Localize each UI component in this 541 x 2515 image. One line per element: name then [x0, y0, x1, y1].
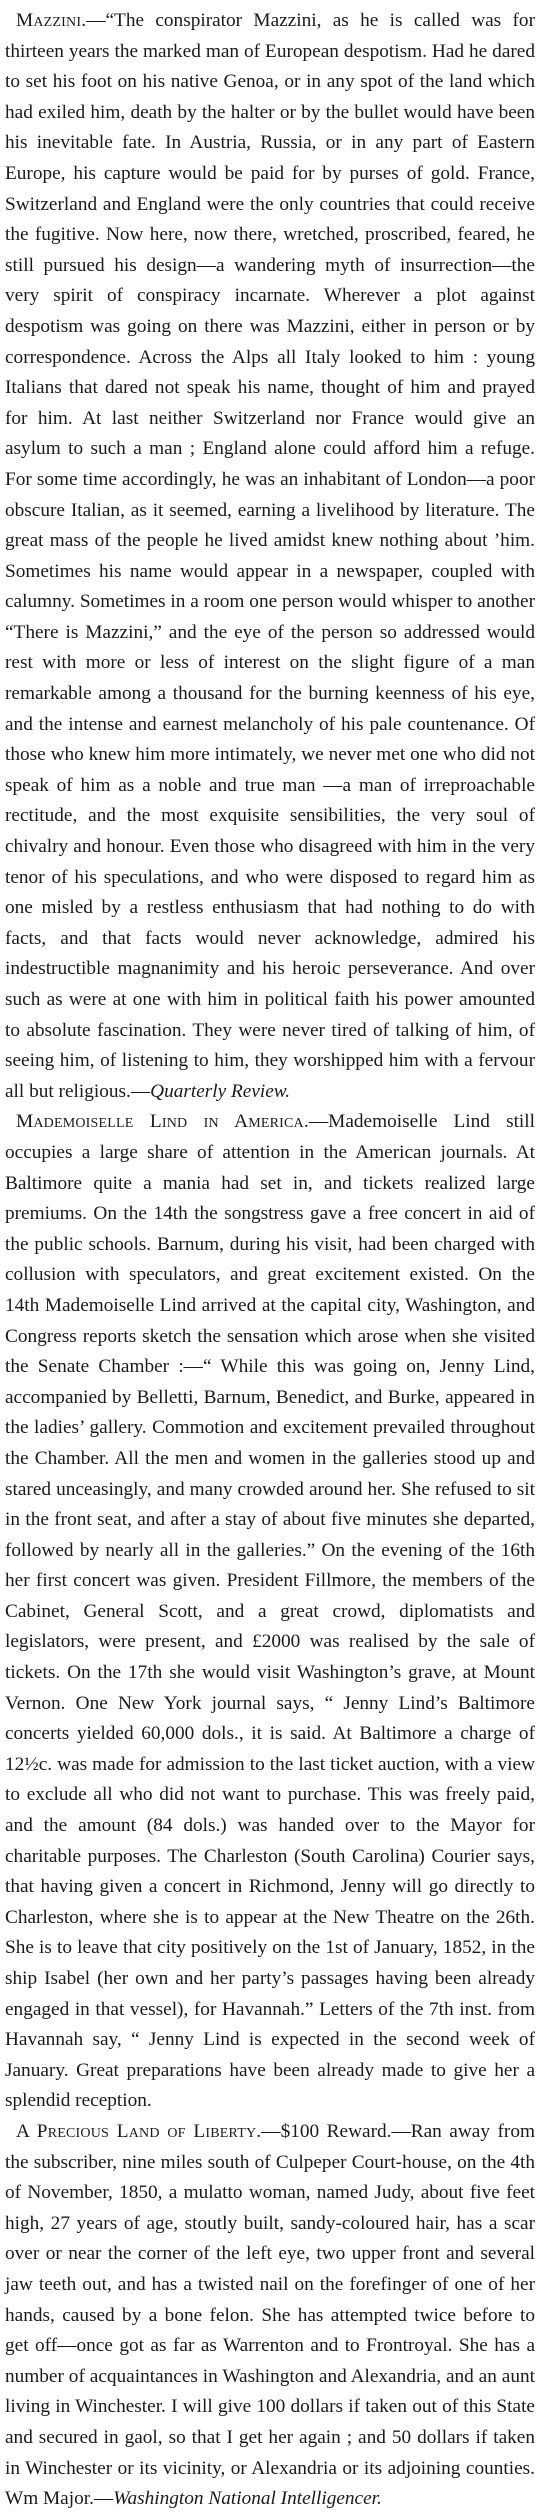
article-mazzini	[5, 6, 535, 1107]
heading-dash: —	[308, 1111, 329, 1133]
article-land-of-liberty	[5, 2117, 535, 2515]
article-heading: A Precious Land of Liberty.	[16, 2120, 262, 2142]
article-body: “The conspirator Mazzini, as he is called was for thirteen years the marked man of European despotism. Had he dared to set his foot on his native Genoa, or in any spot of the land which had exiled him, death by the halter or by the bullet would have been his inevitable fate. In Austria, Russia, or in any part of Eastern Europe, his capture would be paid for by purses of gold. France, Switzerland and England were the only countries that could receive the fugitive. Now here, now there, wretched, proscribed, feared, he still pursued his design—a wandering myth of insurrection—the very spirit of conspiracy incarnate. Wherever a plot against despotism was going on there was Mazzini, either in person or by correspondence. Across the Alps all Italy looked to him : young Italians that dared not speak his name, thought of him and prayed for him. At last neither Switzerland nor France would give an asylum to such a man ; England alone could afford him a refuge. For some time accordingly, he was an inhabitant of London—a poor obscure Italian, as it seemed, earning a livelihood by literature. The great mass of the people he lived amidst knew nothing about ’him. Sometimes his name would appear in a newspaper, coupled with calumny. Sometimes in a room one person would whisper to another “There is Mazzini,” and the eye of the person so addressed would rest with more or less of interest on the slight figure of a man remarkable among a thousand for the burning keenness of his eye, and the intense and earnest melancholy of his pale countenance. Of those who knew him more intimately, we never met one who did not speak of him as a noble and true man —a man of irreproachable rectitude, and the most exquisite sensibilities, the very soul of chivalry and honour. Even those who disagreed with him in the very tenor of his speculations, and who were disposed to regard him as one misled by a restless enthusiasm that had nothing to do with facts, and that facts would never acknowledge, admired his indestructible magnanimity and his heroic perseverance. And over such as were at one with him in political faith his power amounted to absolute fascination. They were never tired of talking of him, of seeing him, of listening to him, they worshipped him with a fervour all but religious.—	[5, 10, 535, 1102]
article-source: Quarterly Review.	[150, 1080, 291, 1102]
heading-dash: —	[261, 2120, 281, 2142]
newspaper-column	[5, 6, 535, 2515]
article-body: $100 Reward.—Ran away from the subscriber, nine miles south of Culpeper Court-house, on the 4th of November, 1850, a mulatto woman, named Judy, about five feet high, 27 years of age, stoutly built, sandy-coloured hair, has a scar over or near the corner of the left eye, two upper front and several jaw teeth out, and has a twisted nail on the forefinger of one of her hands, caused by a bone felon. She has attempted twice before to get off—once got as far as Warrenton and to Frontroyal. She has a number of acquaintances in Washington and Alexandria, and an aunt living in Winchester. I will give 100 dollars if taken out of this State and secured in gaol, so that I get her again ; and 50 dollars if taken in Winchester or its vicinity, or Alexandria or its adjoining counties. Wm Major.—	[5, 2120, 535, 2510]
article-heading: Mazzini.	[16, 10, 87, 31]
article-body: Mademoiselle Lind still occupies a large share of attention in the American journals. At Baltimore quite a mania had set in, and tickets realized large premiums. On the 14th the songstress gave a free concert in aid of the public schools. Barnum, during his visit, had been charged with collusion with speculators, and great excitement existed. On the 14th Mademoiselle Lind arrived at the capital city, Washington, and Congress reports sketch the sensation which arose when she visited the Senate Chamber :—“ While this was going on, Jenny Lind, accompanied by Belletti, Barnum, Benedict, and Burke, appeared in the ladies’ gallery. Commotion and excitement prevailed throughout the Chamber. All the men and women in the galleries stood up and stared unceasingly, and many crowded around her. She refused to sit in the front seat, and after a stay of about five minutes she departed, followed by nearly all in the galleries.” On the evening of the 16th her first concert was given. President Fillmore, the members of the Cabinet, General Scott, and a great crowd, diplomatists and legislators, were present, and £2000 was realised by the sale of tickets. On the 17th she would visit Washington’s grave, at Mount Vernon. One New York journal says, “ Jenny Lind’s Baltimore concerts yielded 60,000 dols., it is said. At Baltimore a charge of 12½c. was made for admission to the last ticket auction, with a view to exclude all who did not want to purchase. This was freely paid, and the amount (84 dols.) was handed over to the Mayor for charitable purposes. The Charleston (South Carolina) Courier says, that having given a concert in Richmond, Jenny will go directly to Charleston, where she is to appear at the New Theatre on the 26th. She is to leave that city positively on the 1st of January, 1852, in the ship Isabel (her own and her party’s passages having been already engaged in that vessel), for Havannah.” Letters of the 7th inst. from Havannah say, “ Jenny Lind is expected in the second week of January. Great preparations have been already made to give her a splendid reception.	[5, 1111, 536, 2112]
heading-dash: —	[86, 10, 106, 31]
article-mademoiselle-lind	[5, 1107, 535, 2117]
article-source: Washington National Intelligencer.	[113, 2488, 382, 2510]
article-heading: Mademoiselle Lind in America.	[16, 1111, 309, 1133]
